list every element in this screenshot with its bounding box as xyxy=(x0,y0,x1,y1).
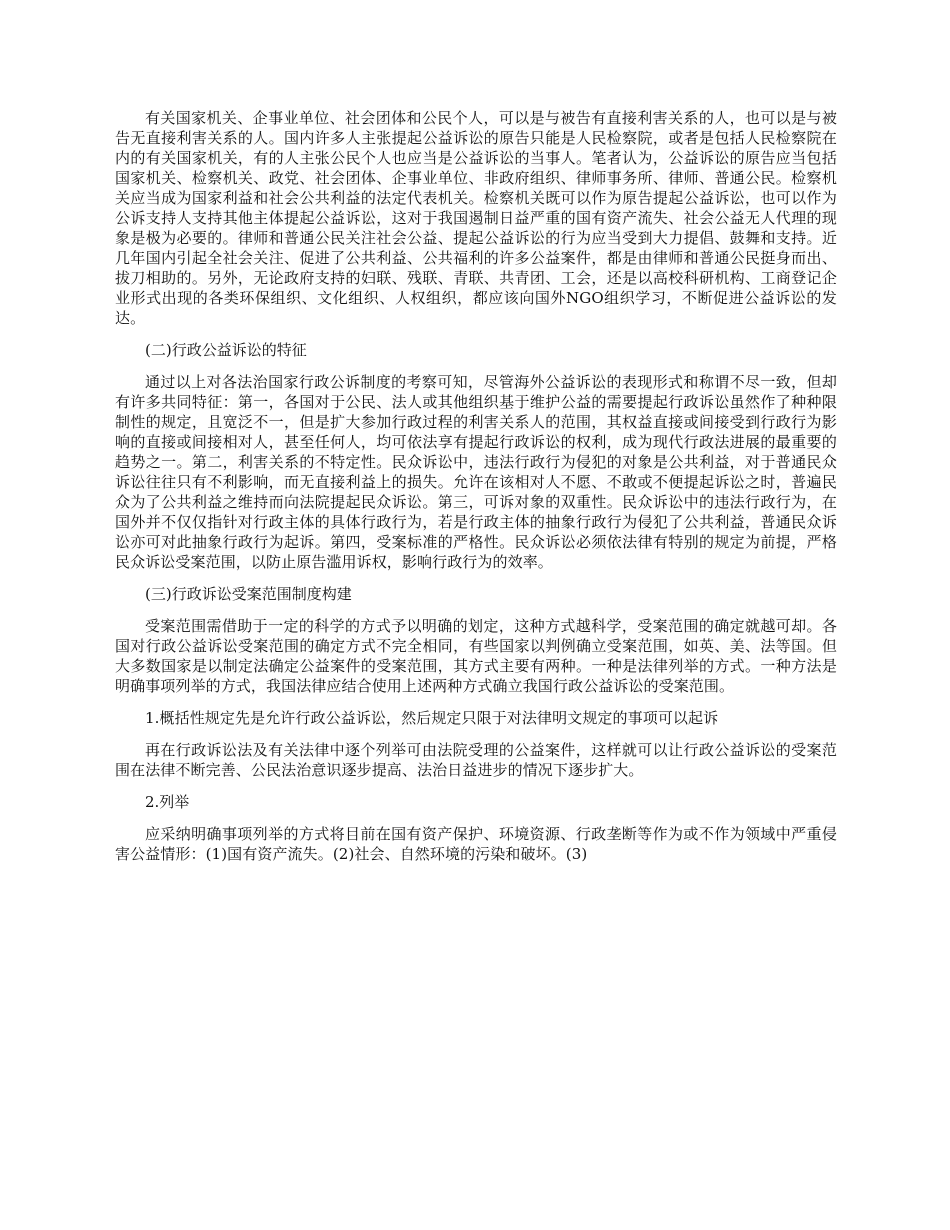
document-page xyxy=(115,108,837,876)
paragraph-enumeration-expand: 再在行政诉讼法及有关法律中逐个列举可由法院受理的公益案件，这样就可以让行政公益诉讼的受案范围在法律不断完善、公民法治意识逐步提高、法治日益进步的情况下逐步扩大。 xyxy=(115,741,837,779)
paragraph-characteristics: 通过以上对各法治国家行政公诉制度的考察可知，尽管海外公益诉讼的表现形式和称谓不尽一致，但却有许多共同特征：第一，各国对于公民、法人或其他组织基于维护公益的需要提起行政诉讼虽然作了种种限制性的规定，且宽泛不一，但是扩大参加行政过程的利害关系人的范围，其权益直接或间接受到行政行为影响的直接或间接相对人，甚至任何人，均可依法享有提起行政诉讼的权利，成为现代行政法进展的最重要的趋势之一。第二，利害关系的不特定性。民众诉讼中，违法行政行为侵犯的对象是公共利益，对于普通民众诉讼往往只有不利影响，而无直接利益上的损失。允许在该相对人不愿、不敢或不便提起诉讼之时，普遍民众为了公共利益之维持而向法院提起民众诉讼。第三，可诉对象的双重性。民众诉讼中的违法行政行为，在国外并不仅仅指针对行政主体的具体行政行为，若是行政主体的抽象行政行为侵犯了公共利益，普通民众诉讼亦可对此抽象行政行为起诉。第四，受案标准的严格性。民众诉讼必须依法律有特别的规定为前提，严格民众诉讼受案范围，以防止原告滥用诉权，影响行政行为的效率。 xyxy=(115,373,837,571)
paragraph-general-provision: 1.概括性规定先是允许行政公益诉讼，然后规定只限于对法律明文规定的事项可以起诉 xyxy=(145,709,719,727)
section-heading-scope: (三)行政诉讼受案范围制度构建 xyxy=(145,585,352,603)
paragraph-plaintiffs: 有关国家机关、企事业单位、社会团体和公民个人，可以是与被告有直接利害关系的人，也可以是与被告无直接利害关系的人。国内许多人主张提起公益诉讼的原告只能是人民检察院，或者是包括人民检察院在内的有关国家机关，有的人主张公民个人也应当是公益诉讼的当事人。笔者认为，公益诉讼的原告应当包括国家机关、检察机关、政党、社会团体、企事业单位、非政府组织、律师事务所、律师、普通公民。检察机关应当成为国家利益和社会公共利益的法定代表机关。检察机关既可以作为原告提起公益诉讼，也可以作为公诉支持人支持其他主体提起公益诉讼，这对于我国遏制日益严重的国有资产流失、社会公益无人代理的现象是极为必要的。律师和普通公民关注社会公益、提起公益诉讼的行为应当受到大力提倡、鼓舞和支持。近几年国内引起全社会关注、促进了公共利益、公共福利的许多公益案件，都是由律师和普通公民挺身而出、拔刀相助的。另外，无论政府支持的妇联、残联、青联、共青团、工会，还是以高校科研机构、工商登记企业形式出现的各类环保组织、文化组织、人权组织，都应该向国外NGO组织学习，不断促进公益诉讼的发达。 xyxy=(115,109,837,327)
paragraph-enumeration-cases: 应采纳明确事项列举的方式将目前在国有资产保护、环境资源、行政垄断等作为或不作为领域中严重侵害公益情形：(1)国有资产流失。(2)社会、自然环境的污染和破坏。(3) xyxy=(115,825,837,863)
paragraph-scope: 受案范围需借助于一定的科学的方式予以明确的划定，这种方式越科学，受案范围的确定就越可却。各国对行政公益诉讼受案范围的确定方式不完全相同，有些国家以判例确立受案范围，如英、美、法等国。但大多数国家是以制定法确定公益案件的受案范围，其方式主要有两种。一种是法律列举的方式。一种方法是明确事项列举的方式，我国法律应结合使用上述两种方式确立我国行政公益诉讼的受案范围。 xyxy=(115,617,837,695)
subheading-enumeration: 2.列举 xyxy=(145,793,190,811)
section-heading-characteristics: (二)行政公益诉讼的特征 xyxy=(145,341,307,359)
